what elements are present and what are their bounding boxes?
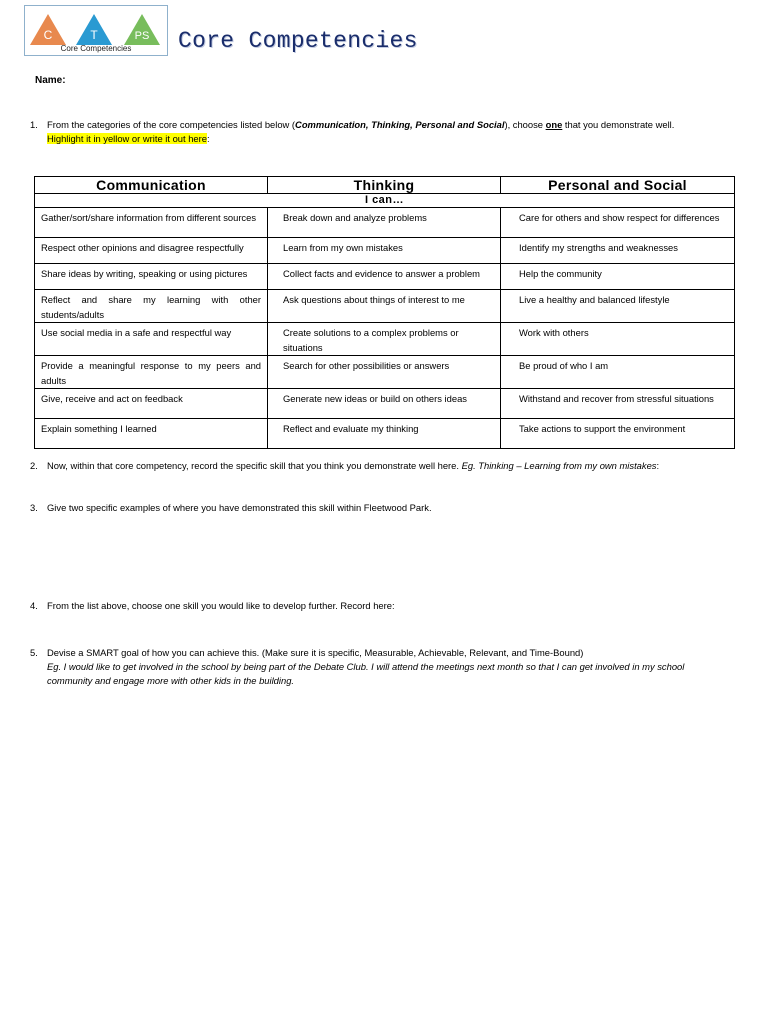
question-2-text <box>47 459 730 473</box>
table-cell: Ask questions about things of interest to me <box>268 290 501 323</box>
q5-example: Eg. I would like to get involved in the school by being part of the Debate Club. I will attend the meetings next month so that I can get involved in my school community and engage more with other kids in the building. <box>47 661 685 686</box>
table-subheader-row <box>35 194 735 208</box>
header-thinking: Thinking <box>268 177 501 194</box>
logo-letter-c: C <box>43 28 53 42</box>
q2-end: : <box>656 460 660 471</box>
q2-example: Eg. Thinking – Learning from my own mistakes <box>461 460 657 471</box>
table-cell: Gather/sort/share information from different sources <box>35 208 268 238</box>
q5-text: Devise a SMART goal of how you can achieve this. (Make sure it is specific, Measurable, Achievable, Relevant, and Time-Bound) <box>47 647 584 658</box>
q2-text: Now, within that core competency, record the specific skill that you think you demonstrate well here. <box>47 460 462 471</box>
table-cell: Take actions to support the environment <box>501 419 735 449</box>
table-cell: Reflect and evaluate my thinking <box>268 419 501 449</box>
table-cell: Break down and analyze problems <box>268 208 501 238</box>
logo-letter-t: T <box>90 28 98 42</box>
table-cell: Create solutions to a complex problems or situations <box>268 323 501 356</box>
q1-text-after: that you demonstrate well. <box>562 119 675 130</box>
table-cell: Help the community <box>501 264 735 290</box>
question-5-number: 5. <box>30 647 38 658</box>
question-5-text <box>47 646 730 688</box>
table-cell: Identify my strengths and weaknesses <box>501 238 735 264</box>
table-cell: Be proud of who I am <box>501 356 735 389</box>
table-cell: Search for other possibilities or answers <box>268 356 501 389</box>
header-personal-social: Personal and Social <box>501 177 735 194</box>
question-4-text: From the list above, choose one skill you would like to develop further. Record here: <box>47 600 395 611</box>
table-row <box>35 264 735 290</box>
competencies-table <box>34 176 735 449</box>
table-row <box>35 238 735 264</box>
question-3-text: Give two specific examples of where you have demonstrated this skill within Fleetwood Park. <box>47 502 432 513</box>
table-cell: Withstand and recover from stressful situations <box>501 389 735 419</box>
question-3 <box>30 501 730 515</box>
q1-text-mid: ), choose <box>504 119 546 130</box>
table-row <box>35 389 735 419</box>
table-row <box>35 419 735 449</box>
question-1-text <box>47 118 730 146</box>
q1-highlight-end: : <box>206 133 210 144</box>
table-cell: Generate new ideas or build on others ideas <box>268 389 501 419</box>
q1-emphasis: one <box>545 119 563 130</box>
logo-letter-ps: PS <box>134 30 150 42</box>
question-4-number: 4. <box>30 600 38 611</box>
table-cell: Explain something I learned <box>35 419 268 449</box>
table-cell: Respect other opinions and disagree respectfully <box>35 238 268 264</box>
question-1 <box>30 118 730 146</box>
question-1-number: 1. <box>30 119 38 130</box>
q1-text-before: From the categories of the core competencies listed below ( <box>47 119 296 130</box>
table-cell: Provide a meaningful response to my peers and adults <box>35 356 268 389</box>
question-3-number: 3. <box>30 502 38 513</box>
table-row <box>35 290 735 323</box>
table-row <box>35 208 735 238</box>
q1-highlight: Highlight it in yellow or write it out here <box>47 133 207 144</box>
table-header-row <box>35 177 735 194</box>
logo-caption: Core Competencies <box>60 44 132 53</box>
q1-categories: Communication, Thinking, Personal and Social <box>295 119 505 130</box>
question-4 <box>30 599 730 613</box>
question-2-number: 2. <box>30 460 38 471</box>
table-cell: Share ideas by writing, speaking or using pictures <box>35 264 268 290</box>
table-cell: Reflect and share my learning with other students/adults <box>35 290 268 323</box>
table-cell: Use social media in a safe and respectful way <box>35 323 268 356</box>
table-row <box>35 323 735 356</box>
table-cell: Learn from my own mistakes <box>268 238 501 264</box>
table-cell: Live a healthy and balanced lifestyle <box>501 290 735 323</box>
question-5 <box>30 646 730 688</box>
table-cell: Care for others and show respect for differences <box>501 208 735 238</box>
header-communication: Communication <box>35 177 268 194</box>
name-label: Name: <box>35 75 66 86</box>
table-cell: Collect facts and evidence to answer a problem <box>268 264 501 290</box>
page-title: Core Competencies <box>178 28 418 54</box>
i-can-label: I can… <box>35 194 735 208</box>
core-competencies-logo <box>24 5 168 56</box>
table-cell: Work with others <box>501 323 735 356</box>
table-cell: Give, receive and act on feedback <box>35 389 268 419</box>
table-row <box>35 356 735 389</box>
question-2 <box>30 459 730 473</box>
